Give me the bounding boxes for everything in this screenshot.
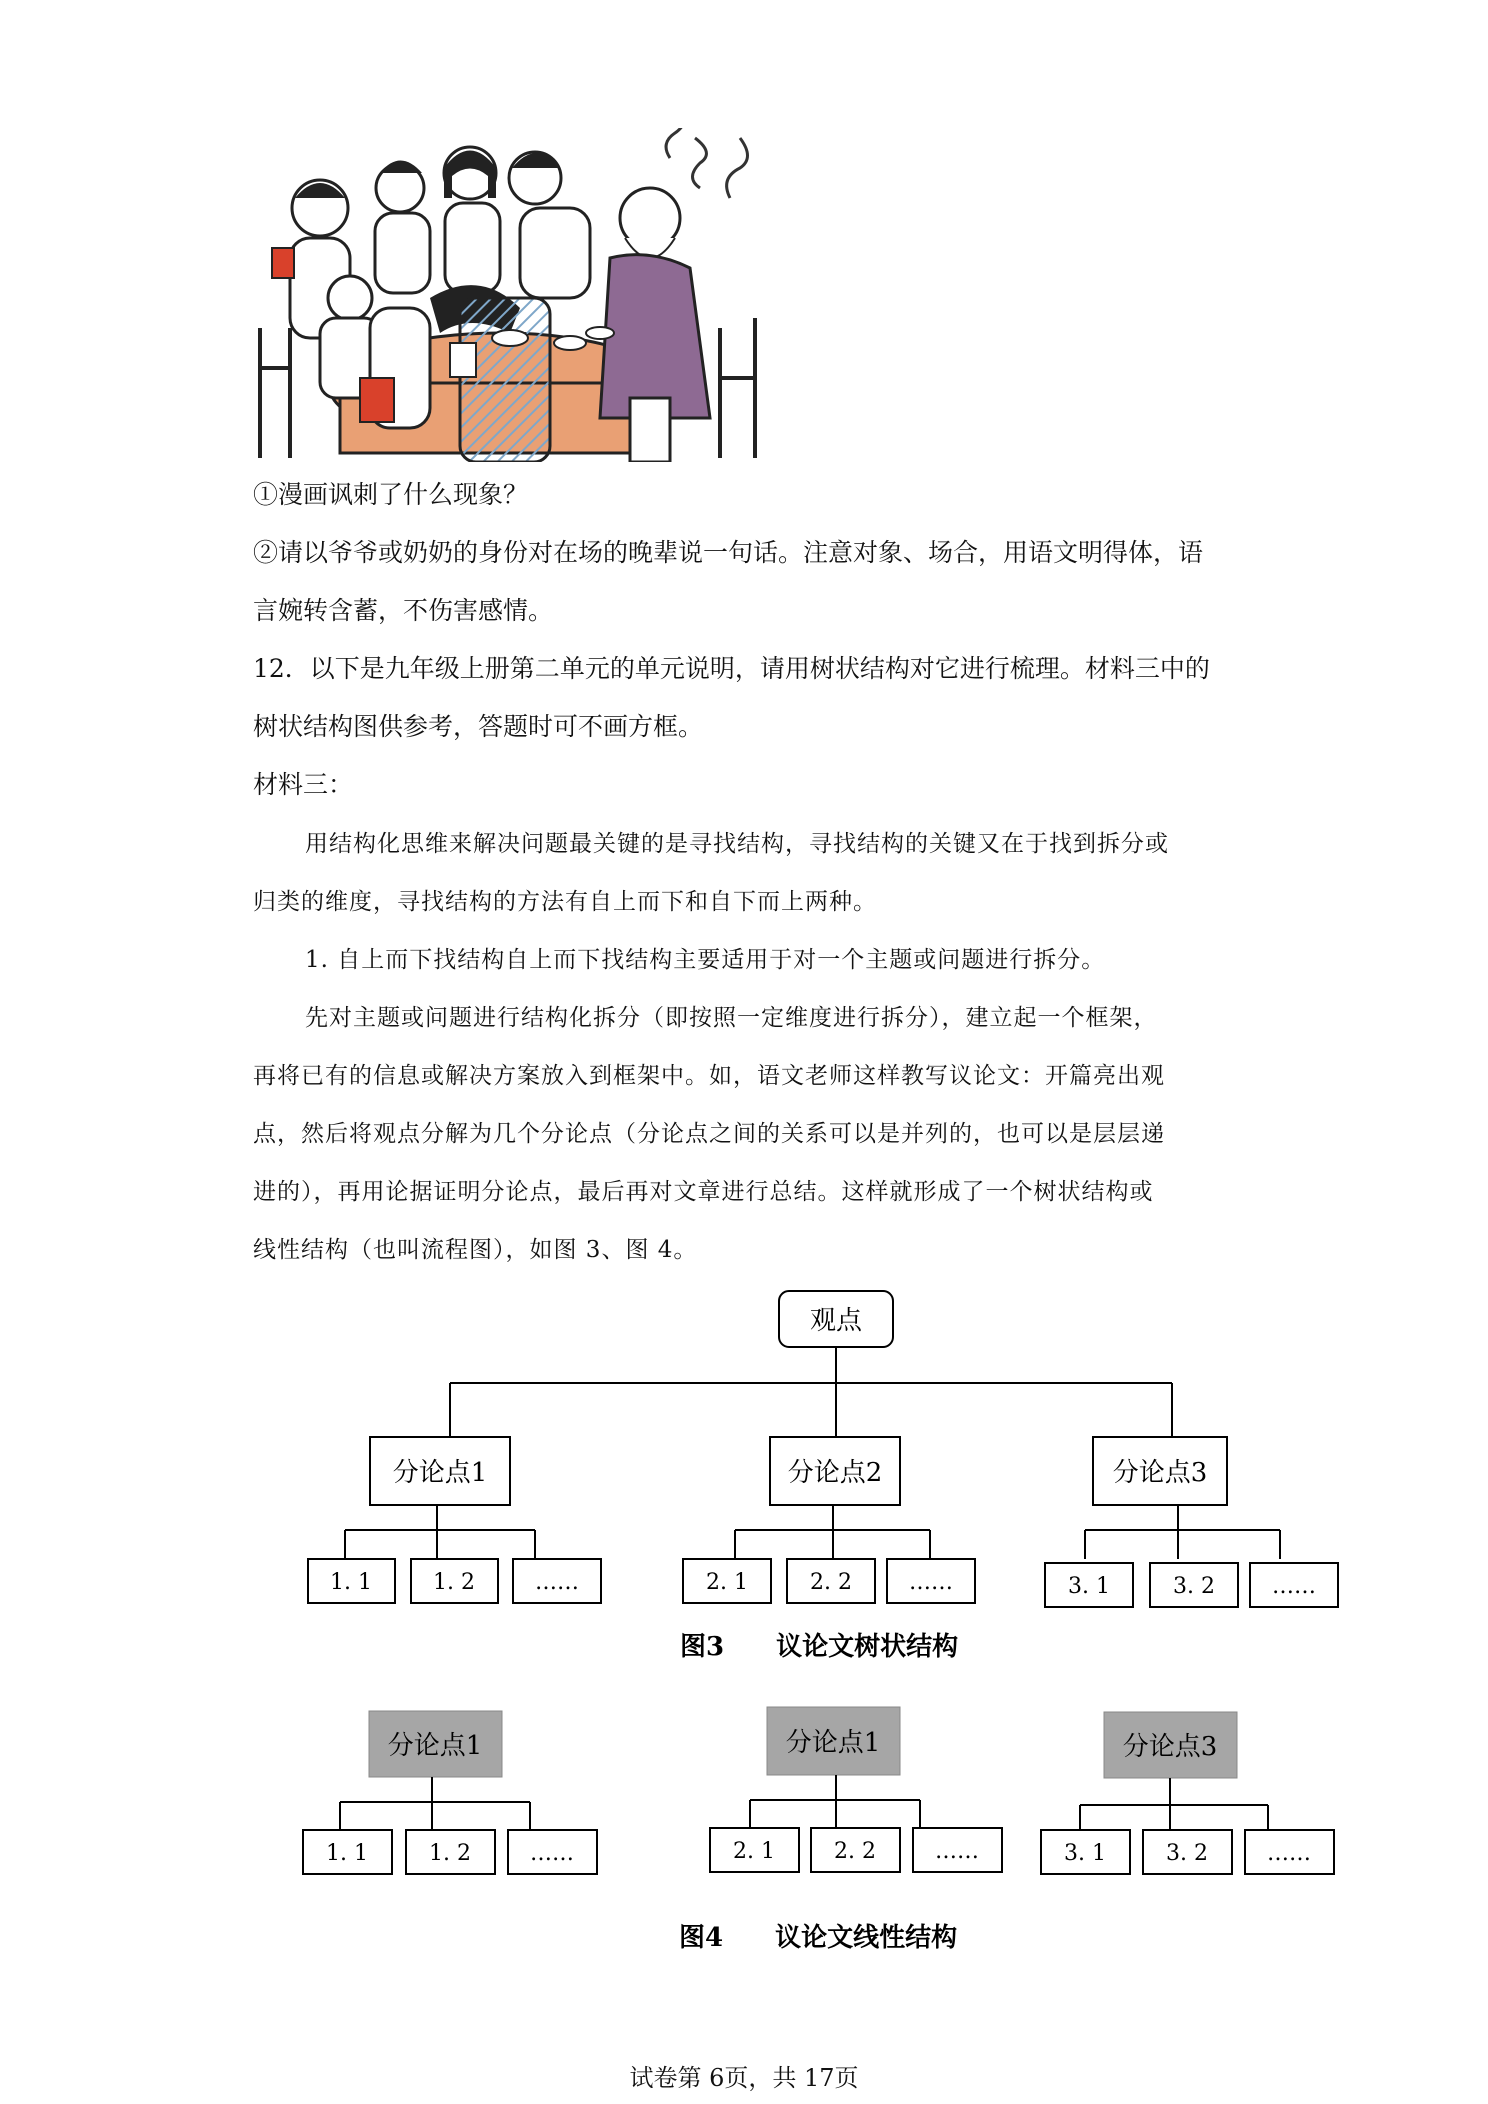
fig3-leaf-3-1: 3. 1 [1068, 1574, 1110, 1599]
fig4-branch2-label: 分论点1 [785, 1728, 881, 1758]
fig3-leaf-1-1: 1. 1 [330, 1570, 372, 1595]
material-p3-line3: 点，然后将观点分解为几个分论点（分论点之间的关系可以是并列的，也可以是层层递 [253, 1121, 1165, 1147]
fig4-leaf-2-more: …… [935, 1839, 979, 1864]
question-11-part1: ①漫画讽刺了什么现象？ [253, 480, 529, 509]
material-p1-line1: 用结构化思维来解决问题最关键的是寻找结构，寻找结构的关键又在于找到拆分或 [305, 831, 1169, 857]
fig4-leaf-1-1: 1. 1 [326, 1841, 368, 1866]
question-12-line1: 12．以下是九年级上册第二单元的单元说明，请用树状结构对它进行梳理。材料三中的 [253, 654, 1210, 683]
fig4-leaf-2-1: 2. 1 [733, 1839, 775, 1864]
fig4-leaf-3-more: …… [1267, 1841, 1311, 1866]
fig4-branch3-label: 分论点3 [1122, 1732, 1218, 1762]
fig4-leaf-1-more: …… [530, 1841, 574, 1866]
fig4-branch1-label: 分论点1 [387, 1731, 483, 1761]
fig3-leaf-2-more: …… [909, 1570, 953, 1595]
question-12-line2: 树状结构图供参考，答题时可不画方框。 [253, 712, 704, 741]
fig3-caption: 图3 议论文树状结构 [680, 1632, 959, 1662]
fig3-leaf-1-2: 1. 2 [433, 1570, 475, 1595]
fig3-branch3-label: 分论点3 [1112, 1458, 1208, 1488]
fig3-branch2-label: 分论点2 [787, 1458, 883, 1488]
material-p3-line2: 再将已有的信息或解决方案放入到框架中。如，语文老师这样教写议论文：开篇亮出观 [253, 1063, 1165, 1089]
question-11-part2-line1: ②请以爷爷或奶奶的身份对在场的晚辈说一句话。注意对象、场合，用语文明得体，语 [253, 538, 1204, 567]
question-11-part2-line2: 言婉转含蓄，不伤害感情。 [253, 596, 554, 625]
fig4-leaf-3-1: 3. 1 [1064, 1841, 1106, 1866]
fig3-leaf-2-2: 2. 2 [810, 1570, 852, 1595]
fig4-leaf-3-2: 3. 2 [1166, 1841, 1208, 1866]
material-label: 材料三： [253, 770, 354, 799]
material-p1-line2: 归类的维度，寻找结构的方法有自上而下和自下而上两种。 [253, 889, 877, 915]
fig3-leaf-3-2: 3. 2 [1173, 1574, 1215, 1599]
material-p2: 1. 自上而下找结构自上而下找结构主要适用于对一个主题或问题进行拆分。 [305, 947, 1106, 973]
figure-4-linear-diagram [303, 1707, 1334, 1953]
fig4-leaf-2-2: 2. 2 [834, 1839, 876, 1864]
page-footer: 试卷第 6页，共 17页 [629, 2064, 859, 2092]
fig4-leaf-1-2: 1. 2 [429, 1841, 471, 1866]
fig3-leaf-1-more: …… [535, 1570, 579, 1595]
fig4-caption: 图4 议论文线性结构 [679, 1923, 958, 1953]
fig3-root-label: 观点 [809, 1306, 863, 1336]
fig3-leaf-2-1: 2. 1 [706, 1570, 748, 1595]
material-p3-line1: 先对主题或问题进行结构化拆分（即按照一定维度进行拆分），建立起一个框架， [305, 1005, 1158, 1031]
material-p3-line5: 线性结构（也叫流程图），如图 3、图 4。 [253, 1237, 698, 1263]
material-p3-line4: 进的），再用论据证明分论点，最后再对文章进行总结。这样就形成了一个树状结构或 [253, 1179, 1154, 1205]
fig3-leaf-3-more: …… [1272, 1574, 1316, 1599]
fig3-branch1-label: 分论点1 [392, 1458, 488, 1488]
